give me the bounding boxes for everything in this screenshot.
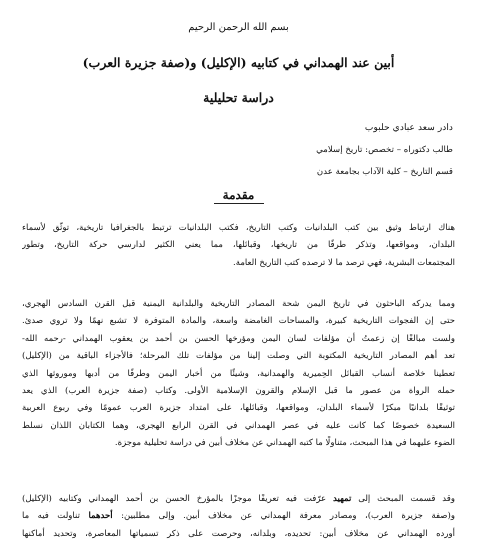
paragraph-line: حتى إن الفجوات التاريخية كبيرة، والمساحات الغامضة واسعة، والمادة المتوفرة لا تشبع نهمًا ولا تروي صدئ. [22,316,455,327]
paragraph-line [22,491,455,508]
paragraph-1 [22,220,455,272]
paper-title: أبين عند الهمداني في كتابيه (الإكليل) و(صفة جزيرة العرب) [82,55,395,70]
text-run: عرّفت فيه تعريفًا موجزًا بالمؤرخ الحسن بن أحمد الهمداني وكتابيه (الإكليل) [22,494,334,504]
paragraph-line: هناك ارتباط وثيق بين كتب البلدانيات وكتب التاريخ، فكتب البلدانيات ترتبط بالجغرافيا تاريخية، توثّق لأسماء [22,223,455,233]
author-department: قسم التاريخ – كلية الآداب بجامعة عدن [316,167,453,177]
text-run: و(صفة جزيرة العرب)، ومصادر معرفة الهمداني عن مخلاف أبين. وإلى مطلبين: [112,511,455,522]
paragraph-line: البلدان، ومواقعها، وتذكر طرفًا من تاريخها، وقبائلها، مما يعني الكثير لدارسي حركة التاريخ، وتطور [22,240,455,251]
author-name: دادر سعد عبادي حلبوب [364,122,453,133]
paragraph-line: أورده الهمداني عن مخلاف أبين: تحديده، وبلدانه، وحرصت على ذكر تسمياتها المعاصرة، وتحديد أماكنها [22,528,455,539]
paper-subtitle: دراسة تحليلية [203,90,274,105]
paragraph-line: السعيدة خصوصًا كما كانت عليه في عصر الهمداني في القرن الرابع الهجري، وهما الكتابان اللذان نسلط [22,420,455,431]
paragraph-line: ومما يدركه الباحثون في تاريخ اليمن شحة المصادر التاريخية والبلدانية اليمنية قبل القرن السادس الهجري، [22,299,455,309]
paragraph-line: تعد أهم المصادر التاريخية المكتوبة التي وصلت إلينا من مؤلفات تلك المرحلة؛ فالأجزاء الباقية من (الإكليل) [22,351,455,362]
basmala: بسم الله الرحمن الرحيم [188,22,289,33]
bold-term: أحدهما [88,511,113,522]
paragraph-line [22,508,455,525]
paragraph-3 [22,491,455,543]
author-position: طالب دكتوراه – تخصص: تاريخ إسلامي [316,145,453,155]
paragraph-line: الضوء عليهما في هذا المبحث، متناولًا ما كتبه الهمداني عن مخلاف أبين في دراسة تحليلية موجزة. [114,438,455,449]
paragraph-line: المجتمعات البشرية، فهي ترصد ما لا ترصده كتب التاريخ العامة. [233,257,455,268]
paragraph-2 [22,296,455,453]
section-heading: مقدمة [222,188,255,202]
paragraph-line: حمله الرواة من عصور ما قبل الإسلام والقرون الإسلامية الأولى. وكتاب (صفة جزيرة العرب) الذي يعد [22,386,455,397]
paragraph-line: توثيقًا بلدانيًا مبكرًا لأسماء البلدان، ومواقعها، وقبائلها، على امتداد جزيرة العرب عمومًا وفي ربوع العربية [22,403,455,414]
text-run: تناولت فيه ما [22,511,89,522]
heading-underline [214,203,264,204]
text-run: وقد قسمت المبحث إلى [351,494,455,504]
paragraph-line: ولست مبالغًا إن زعمتُ أن مؤلفات لسان اليمن ومؤرخها الحسن بن أحمد بن يعقوب الهمداني -رحمه الله- [22,333,455,344]
paragraph-line: تعطينا خلاصة أنساب القبائل الحِميرية والهمدانية، وشيئًا من أخبار اليمن وطرفًا من أدبها وموروثها الذي [22,368,455,379]
bold-term: تمهيد [333,494,352,504]
